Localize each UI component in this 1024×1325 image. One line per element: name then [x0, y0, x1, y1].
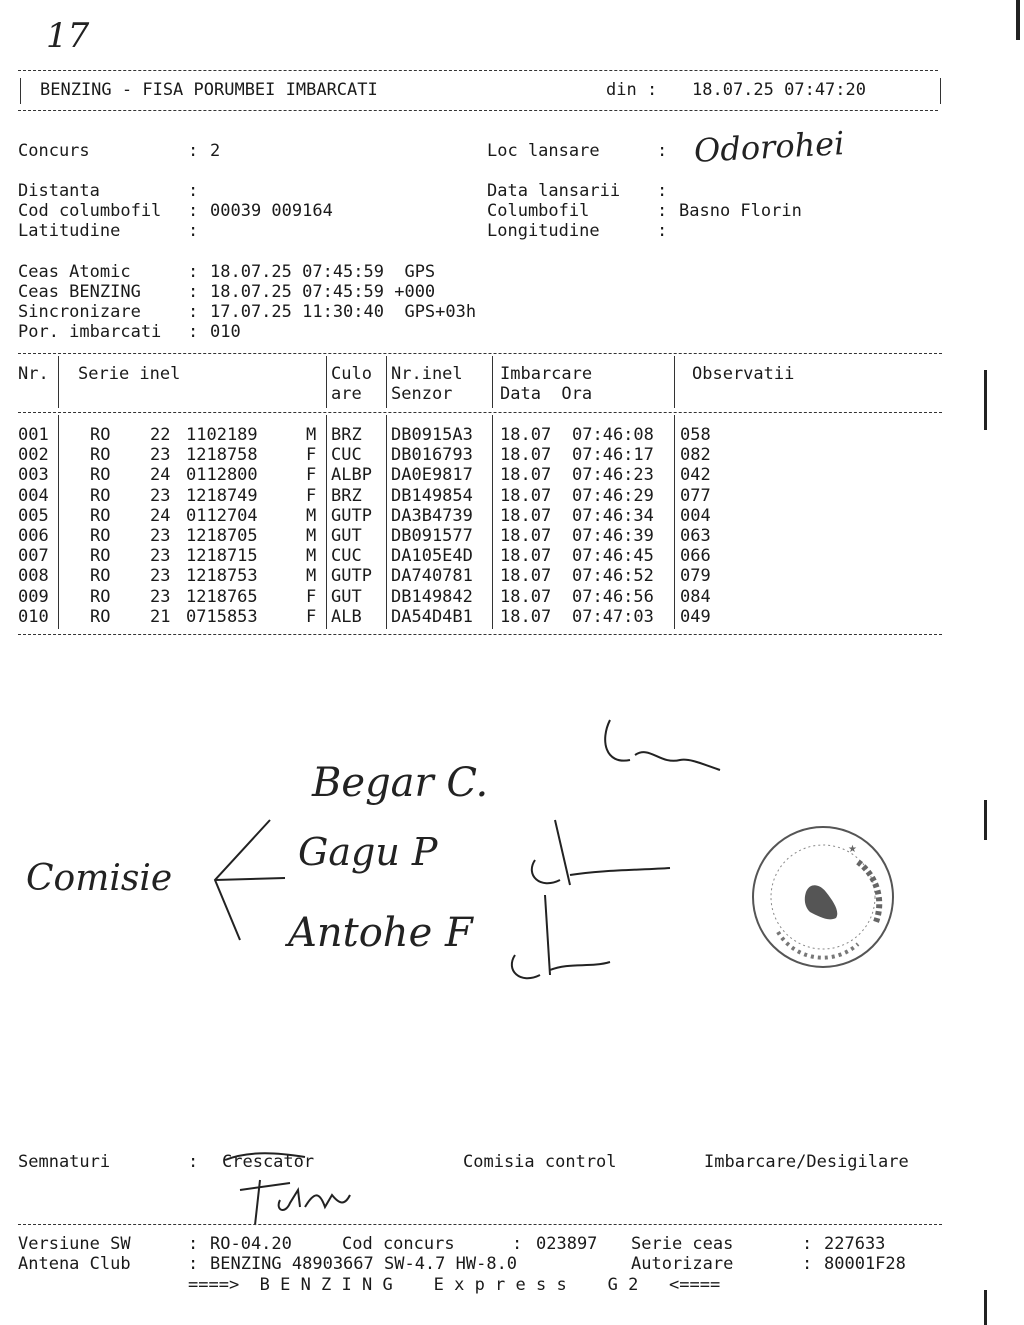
- cell-data: 18.07: [500, 566, 552, 587]
- colon: :: [188, 201, 199, 221]
- crescator-signature-scribble: [220, 1145, 360, 1230]
- th-nr-inel-1: Nr.inel: [391, 364, 463, 384]
- cell-nr: 005: [18, 505, 49, 526]
- colon: :: [512, 1234, 523, 1254]
- table-top-border: [18, 353, 942, 354]
- col-sep-3: [386, 356, 387, 408]
- cod-concurs-label: Cod concurs: [342, 1234, 455, 1254]
- table-header-border: [18, 412, 942, 413]
- cell-sex: F: [306, 445, 317, 466]
- signature-comisia: Comisia control: [463, 1152, 617, 1172]
- cell-senzor: DB016793: [391, 445, 473, 466]
- cell-senzor: DA740781: [391, 566, 473, 587]
- loc-lansare-handwritten: Odorohei: [693, 124, 846, 170]
- cell-nr: 002: [18, 445, 49, 466]
- th-serie-inel: Serie inel: [78, 364, 181, 384]
- cell-culoare: ALB: [331, 606, 362, 627]
- cell-inel: 1218705: [186, 526, 258, 546]
- handwritten-comisie: Comisie: [26, 858, 173, 899]
- cell-obs: 049: [680, 606, 711, 627]
- cell-inel: 1102189: [186, 425, 258, 445]
- cell-tara: RO: [90, 546, 111, 567]
- cell-senzor: DB0915A3: [391, 425, 473, 445]
- cell-obs: 066: [680, 546, 711, 567]
- footer-border: [18, 1224, 942, 1225]
- cell-senzor: DB149854: [391, 485, 473, 506]
- longitudine-label: Longitudine: [487, 221, 600, 241]
- cell-culoare: BRZ: [331, 425, 362, 445]
- cell-senzor: DB091577: [391, 526, 473, 546]
- ceas-atomic-value: 18.07.25 07:45:59 GPS: [210, 262, 436, 282]
- colon: :: [188, 1152, 199, 1172]
- cell-culoare: BRZ: [331, 485, 362, 506]
- col-sep-4-body: [492, 415, 493, 629]
- cell-inel: 1218715: [186, 546, 258, 567]
- col-sep-2-body: [326, 415, 327, 629]
- scan-edge-mark: [984, 1290, 987, 1325]
- colon: :: [188, 322, 199, 342]
- cell-nr: 004: [18, 485, 49, 506]
- cell-obs: 042: [680, 465, 711, 486]
- col-sep-4: [492, 356, 493, 408]
- cell-sex: M: [306, 526, 317, 546]
- cell-culoare: ALBP: [331, 465, 372, 486]
- col-sep-2: [326, 356, 327, 408]
- th-culoare-2: are: [331, 384, 362, 404]
- cell-sex: M: [306, 425, 317, 445]
- ceas-atomic-label: Ceas Atomic: [18, 262, 131, 282]
- cell-culoare: CUC: [331, 445, 362, 466]
- sincronizare-value: 17.07.25 11:30:40 GPS+03h: [210, 302, 477, 322]
- cell-an: 23: [150, 445, 171, 466]
- cell-tara: RO: [90, 566, 111, 587]
- handwritten-name-3: Antohe F: [288, 910, 473, 956]
- cell-data: 18.07: [500, 425, 552, 445]
- sincronizare-label: Sincronizare: [18, 302, 141, 322]
- cell-inel: 1218765: [186, 586, 258, 607]
- ceas-benzing-label: Ceas BENZING: [18, 282, 141, 302]
- colon: :: [657, 181, 668, 201]
- col-sep-5: [674, 356, 675, 408]
- colon: :: [802, 1234, 813, 1254]
- por-imbarcati-value: 010: [210, 322, 241, 342]
- header-din-label: din :: [606, 80, 658, 100]
- signature-imbarcare: Imbarcare/Desigilare: [704, 1152, 909, 1172]
- cell-ora: 07:46:39: [572, 526, 654, 546]
- cell-culoare: GUTP: [331, 566, 372, 587]
- handwritten-marks: [0, 700, 760, 1000]
- ceas-benzing-value: 18.07.25 07:45:59 +000: [210, 282, 436, 302]
- cod-columbofil-value: 00039 009164: [210, 201, 333, 221]
- header-title: BENZING - FISA PORUMBEI IMBARCATI: [40, 80, 378, 100]
- autorizare-label: Autorizare: [631, 1254, 734, 1274]
- scan-edge-mark: [984, 370, 987, 430]
- cell-tara: RO: [90, 526, 111, 546]
- cell-ora: 07:46:45: [572, 546, 654, 567]
- antena-label: Antena Club: [18, 1254, 131, 1274]
- cell-sex: M: [306, 546, 317, 567]
- concurs-label: Concurs: [18, 141, 90, 161]
- cell-senzor: DB149842: [391, 586, 473, 607]
- data-lansarii-label: Data lansarii: [487, 181, 621, 201]
- header-top-border: [18, 70, 938, 71]
- cell-obs: 004: [680, 505, 711, 526]
- header-right-border: [940, 78, 941, 104]
- th-observatii: Observatii: [692, 364, 795, 384]
- serie-ceas-label: Serie ceas: [631, 1234, 734, 1254]
- colon: :: [802, 1254, 813, 1274]
- cell-an: 23: [150, 566, 171, 587]
- cell-inel: 1218753: [186, 566, 258, 587]
- cell-obs: 058: [680, 425, 711, 445]
- col-sep-3-body: [386, 415, 387, 629]
- cell-ora: 07:46:34: [572, 505, 654, 526]
- colon: :: [657, 221, 668, 241]
- th-imbarcare-1: Imbarcare: [500, 364, 593, 384]
- versiune-value: RO-04.20: [210, 1234, 292, 1254]
- col-sep-5-body: [674, 415, 675, 629]
- cell-inel: 1218749: [186, 485, 258, 506]
- colon: :: [657, 201, 668, 221]
- cell-obs: 082: [680, 445, 711, 466]
- colon: :: [188, 262, 199, 282]
- cell-nr: 009: [18, 586, 49, 607]
- cell-an: 23: [150, 485, 171, 506]
- cell-data: 18.07: [500, 586, 552, 607]
- cell-tara: RO: [90, 606, 111, 627]
- cell-ora: 07:46:08: [572, 425, 654, 445]
- cell-inel: 1218758: [186, 445, 258, 466]
- cell-data: 18.07: [500, 606, 552, 627]
- columbofil-value: Basno Florin: [679, 201, 802, 221]
- cell-senzor: DA3B4739: [391, 505, 473, 526]
- cell-sex: F: [306, 465, 317, 486]
- th-culoare-1: Culo: [331, 364, 372, 384]
- association-stamp: [748, 822, 898, 972]
- cell-tara: RO: [90, 425, 111, 445]
- cell-sex: M: [306, 505, 317, 526]
- cell-nr: 007: [18, 546, 49, 567]
- th-imbarcare-2: Data Ora: [500, 384, 593, 404]
- cell-nr: 003: [18, 465, 49, 486]
- cell-an: 22: [150, 425, 171, 445]
- cell-an: 23: [150, 586, 171, 607]
- cell-tara: RO: [90, 586, 111, 607]
- colon: :: [188, 1254, 199, 1274]
- header-bottom-border: [18, 110, 938, 111]
- cell-obs: 063: [680, 526, 711, 546]
- colon: :: [188, 282, 199, 302]
- signature-crescator: Crescator: [222, 1152, 315, 1172]
- cell-ora: 07:46:56: [572, 586, 654, 607]
- cell-data: 18.07: [500, 505, 552, 526]
- cell-data: 18.07: [500, 465, 552, 486]
- concurs-value: 2: [210, 141, 221, 161]
- por-imbarcati-label: Por. imbarcati: [18, 322, 162, 342]
- cell-ora: 07:46:29: [572, 485, 654, 506]
- cell-ora: 07:47:03: [572, 606, 654, 627]
- semnaturi-label: Semnaturi: [18, 1152, 111, 1172]
- loc-lansare-label: Loc lansare: [487, 141, 600, 161]
- header-datetime: 18.07.25 07:47:20: [692, 80, 866, 100]
- cell-nr: 001: [18, 425, 49, 445]
- cell-inel: 0112800: [186, 465, 258, 486]
- col-sep-1-body: [58, 415, 59, 629]
- cell-an: 24: [150, 465, 171, 486]
- handwritten-name-1: Begar C.: [312, 760, 489, 806]
- cell-ora: 07:46:52: [572, 566, 654, 587]
- cod-columbofil-label: Cod columbofil: [18, 201, 162, 221]
- distanta-label: Distanta: [18, 181, 100, 201]
- versiune-label: Versiune SW: [18, 1234, 131, 1254]
- table-bottom-border: [18, 634, 942, 635]
- cell-tara: RO: [90, 505, 111, 526]
- header-left-border: [20, 78, 21, 104]
- cell-senzor: DA54D4B1: [391, 606, 473, 627]
- cell-senzor: DA105E4D: [391, 546, 473, 567]
- cell-sex: M: [306, 566, 317, 587]
- latitudine-label: Latitudine: [18, 221, 121, 241]
- cell-culoare: GUT: [331, 586, 362, 607]
- antena-value: BENZING 48903667 SW-4.7 HW-8.0: [210, 1254, 518, 1274]
- colon: :: [188, 221, 199, 241]
- cell-an: 23: [150, 546, 171, 567]
- cell-culoare: GUT: [331, 526, 362, 546]
- handwritten-name-2: Gagu P: [298, 830, 438, 874]
- cell-obs: 084: [680, 586, 711, 607]
- colon: :: [188, 181, 199, 201]
- cell-sex: F: [306, 485, 317, 506]
- th-nr: Nr.: [18, 364, 49, 384]
- cell-tara: RO: [90, 465, 111, 486]
- colon: :: [188, 1234, 199, 1254]
- cell-data: 18.07: [500, 445, 552, 466]
- cod-concurs-value: 023897: [536, 1234, 598, 1254]
- colon: :: [188, 141, 199, 161]
- cell-data: 18.07: [500, 485, 552, 506]
- cell-ora: 07:46:17: [572, 445, 654, 466]
- cell-nr: 010: [18, 606, 49, 627]
- cell-inel: 0715853: [186, 606, 258, 627]
- columbofil-label: Columbofil: [487, 201, 590, 221]
- th-nr-inel-2: Senzor: [391, 384, 453, 404]
- cell-culoare: GUTP: [331, 505, 372, 526]
- colon: :: [188, 302, 199, 322]
- cell-an: 23: [150, 526, 171, 546]
- brand-line: ====> B E N Z I N G E x p r e s s G 2 <====: [188, 1275, 721, 1295]
- autorizare-value: 80001F28: [824, 1254, 906, 1274]
- cell-obs: 079: [680, 566, 711, 587]
- page-mark: 17: [46, 16, 90, 56]
- cell-obs: 077: [680, 485, 711, 506]
- cell-nr: 008: [18, 566, 49, 587]
- cell-tara: RO: [90, 445, 111, 466]
- cell-sex: F: [306, 606, 317, 627]
- cell-culoare: CUC: [331, 546, 362, 567]
- cell-data: 18.07: [500, 546, 552, 567]
- cell-nr: 006: [18, 526, 49, 546]
- svg-text:★: ★: [848, 844, 857, 855]
- cell-an: 24: [150, 505, 171, 526]
- scan-edge-mark: [984, 800, 987, 840]
- serie-ceas-value: 227633: [824, 1234, 886, 1254]
- cell-senzor: DA0E9817: [391, 465, 473, 486]
- cell-sex: F: [306, 586, 317, 607]
- cell-ora: 07:46:23: [572, 465, 654, 486]
- colon: :: [657, 141, 668, 161]
- col-sep-1: [58, 356, 59, 408]
- cell-tara: RO: [90, 485, 111, 506]
- scan-edge-mark: [1016, 0, 1020, 40]
- cell-an: 21: [150, 606, 171, 627]
- cell-data: 18.07: [500, 526, 552, 546]
- cell-inel: 0112704: [186, 505, 258, 526]
